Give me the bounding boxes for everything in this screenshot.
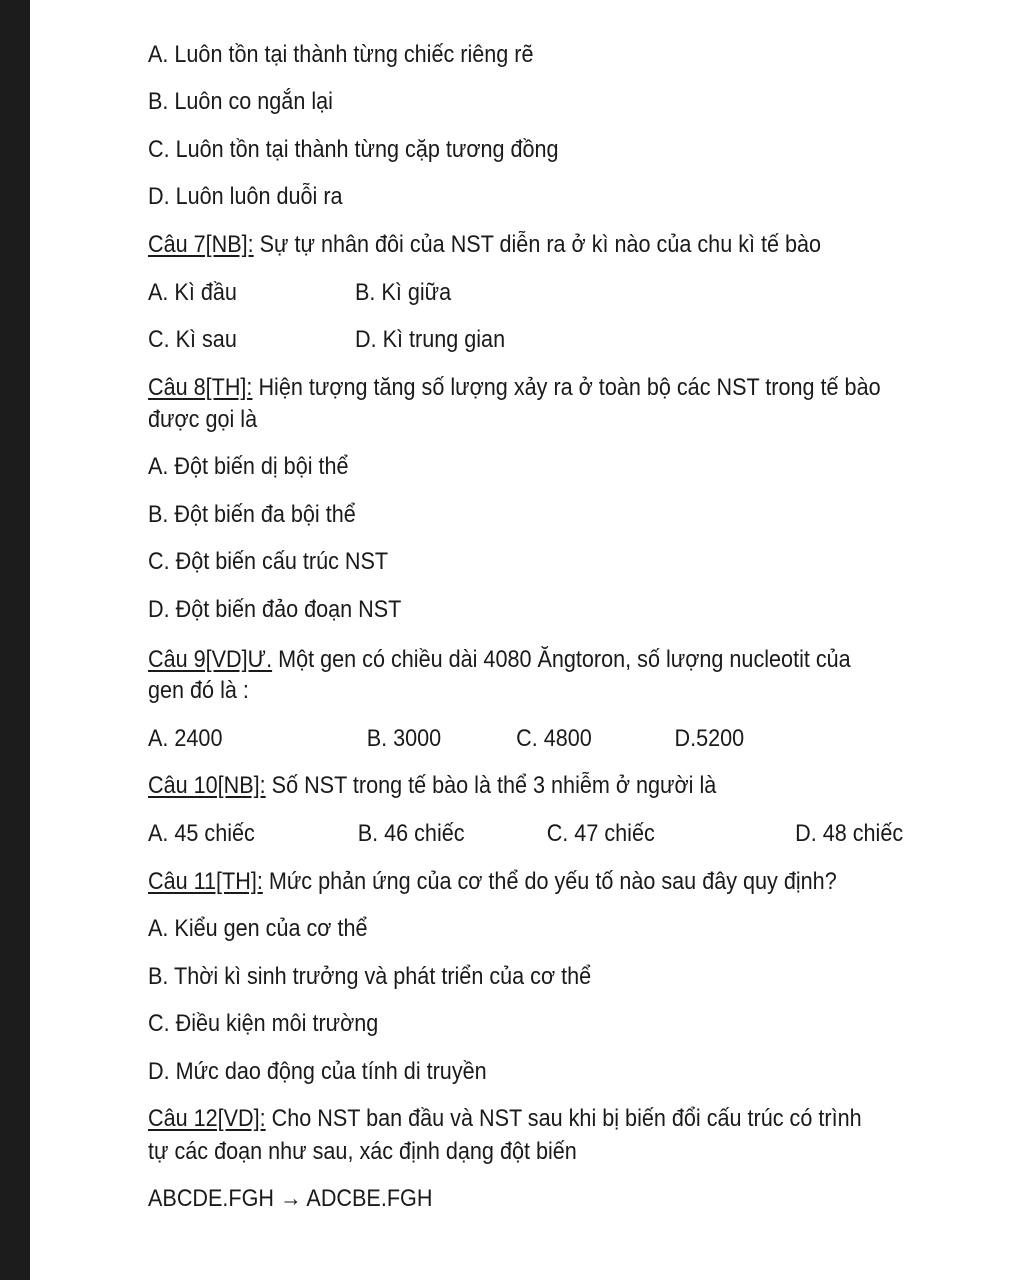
q12-text: Cho NST ban đầu và NST sau khi bị biến đổi cấu trúc có trình: [265, 1105, 862, 1132]
q10-label: Câu 10[NB]:: [148, 772, 266, 799]
q10-option-c: C. 47 chiếc: [546, 820, 655, 847]
q10-question: [148, 771, 716, 801]
q12-question-cont: tự các đoạn như sau, xác định dạng đột biến: [148, 1138, 577, 1165]
q9-question-cont: gen đó là :: [148, 677, 249, 704]
q11-label: Câu 11[TH]:: [148, 868, 263, 895]
q10-option-b: B. 46 chiếc: [357, 820, 465, 847]
q9-option-d: D.5200: [674, 725, 745, 752]
q8-text: Hiện tượng tăng số lượng xảy ra ở toàn bộ các NST trong tế bào: [252, 374, 881, 401]
q11-option-c: C. Điều kiện môi trường: [148, 1010, 379, 1037]
q11-question: [148, 867, 837, 897]
q10-option-d: D. 48 chiếc: [795, 820, 904, 847]
q11-text: Mức phản ứng của cơ thể do yếu tố nào sau đây quy định?: [262, 868, 837, 895]
q10-text: Số NST trong tế bào là thể 3 nhiễm ở người là: [265, 772, 717, 799]
q12-label: Câu 12[VD]:: [148, 1105, 266, 1132]
q12-sequence: ABCDE.FGH → ADCBE.FGH: [148, 1185, 433, 1212]
q9-option-a: A. 2400: [148, 725, 223, 752]
q12-question: [148, 1104, 862, 1134]
q6-option-c: C. Luôn tồn tại thành từng cặp tương đồng: [148, 136, 559, 163]
q7-option-b: B. Kì giữa: [355, 279, 452, 306]
q8-option-a: A. Đột biến dị bội thể: [148, 453, 349, 480]
q7-text: Sự tự nhân đôi của NST diễn ra ở kì nào của chu kì tế bào: [253, 231, 822, 258]
q8-label: Câu 8[TH]:: [148, 374, 253, 401]
q11-option-a: A. Kiểu gen của cơ thể: [148, 915, 368, 942]
q8-option-d: D. Đột biến đảo đoạn NST: [148, 596, 402, 623]
q8-option-b: B. Đột biến đa bội thể: [148, 501, 356, 528]
q8-option-c: C. Đột biến cấu trúc NST: [148, 548, 389, 575]
q9-label: Câu 9[VD]Ư.: [148, 646, 273, 673]
q7-option-c: C. Kì sau: [148, 326, 237, 353]
q9-option-b: B. 3000: [366, 725, 442, 752]
q11-option-d: D. Mức dao động của tính di truyền: [148, 1058, 487, 1085]
q8-question: [148, 373, 881, 403]
q9-option-c: C. 4800: [516, 725, 592, 752]
q10-option-a: A. 45 chiếc: [148, 820, 255, 847]
q7-label: Câu 7[NB]:: [148, 231, 254, 258]
q7-option-a: A. Kì đầu: [148, 279, 237, 306]
q6-option-a: A. Luôn tồn tại thành từng chiếc riêng rẽ: [148, 41, 534, 68]
q9-question: [148, 645, 851, 675]
q7-question: [148, 230, 821, 260]
q8-question-cont: được gọi là: [148, 406, 258, 433]
q9-text: Một gen có chiều dài 4080 Ăngtoron, số lượng nucleotit của: [272, 646, 851, 673]
q6-option-d: D. Luôn luôn duỗi ra: [148, 183, 343, 210]
q6-option-b: B. Luôn co ngắn lại: [148, 88, 333, 115]
q11-option-b: B. Thời kì sinh trưởng và phát triển của cơ thể: [148, 963, 592, 990]
q7-option-d: D. Kì trung gian: [355, 326, 506, 353]
